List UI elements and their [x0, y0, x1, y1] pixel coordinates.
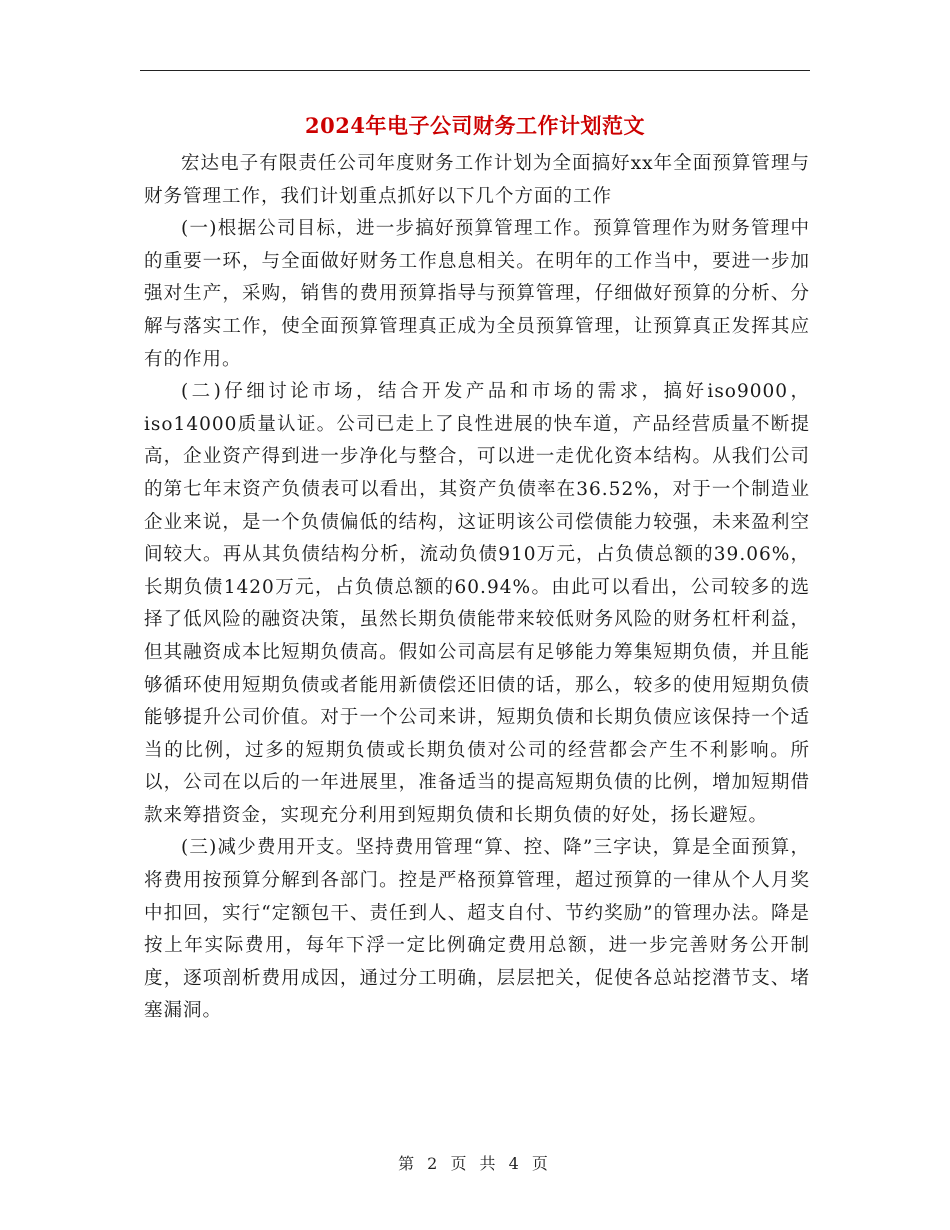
paragraph-intro: 宏达电子有限责任公司年度财务工作计划为全面搞好xx年全面预算管理与财务管理工作，我们计划重点抓好以下几个方面的工作 [144, 153, 810, 207]
paragraph-expense-reduction: (三)减少费用开支。坚持费用管理“算、控、降”三字诀，算是全面预算，将费用按预算分解到各部门。控是严格预算管理，超过预算的一律从个人月奖中扣回，实行“定额包干、责任到人、超支自付、节约奖励”的管理办法。降是按上年实际费用，每年下浮一定比例确定费用总额，进一步完善财务公开制度，逐项剖析费用成因，通过分工明确，层层把关，促使各总站挖潜节支、堵塞漏洞。 [144, 837, 810, 1022]
page-number: 第 2 页 共 4 页 [398, 1154, 552, 1173]
document-body [144, 148, 810, 1028]
header-rule [140, 70, 810, 71]
paragraph-market-research: (二)仔细讨论市场，结合开发产品和市场的需求，搞好iso9000，iso14000质量认证。公司已走上了良性进展的快车道，产品经营质量不断提高，企业资产得到进一步净化与整合，可以进一走优化资本结构。从我们公司的第七年末资产负债表可以看出，其资产负债率在36.52%，对于一个制造业企业来说，是一个负债偏低的结构，这证明该公司偿债能力较强，未来盈利空间较大。再从其负债结构分析，流动负债910万元，占负债总额的39.06%，长期负债1420万元，占负债总额的60.94%。由此可以看出，公司较多的选择了低风险的融资决策，虽然长期负债能带来较低财务风险的财务杠杆利益，但其融资成本比短期负债高。假如公司高层有足够能力筹集短期负债，并且能够循环使用短期负债或者能用新债偿还旧债的话，那么，较多的使用短期负债能够提升公司价值。对于一个公司来讲，短期负债和长期负债应该保持一个适当的比例，过多的短期负债或长期负债对公司的经营都会产生不利影响。所以，公司在以后的一年进展里，准备适当的提高短期负债的比例，增加短期借款来筹措资金，实现充分利用到短期负债和长期负债的好处，扬长避短。 [144, 381, 810, 826]
paragraph-budget-management: (一)根据公司目标，进一步搞好预算管理工作。预算管理作为财务管理中的重要一环，与全面做好财务工作息息相关。在明年的工作当中，要进一步加强对生产，采购，销售的费用预算指导与预算管理，仔细做好预算的分析、分解与落实工作，使全面预算管理真正成为全员预算管理，让预算真正发挥其应有的作用。 [144, 218, 810, 370]
document-title: 2024年电子公司财务工作计划范文 [305, 113, 645, 138]
